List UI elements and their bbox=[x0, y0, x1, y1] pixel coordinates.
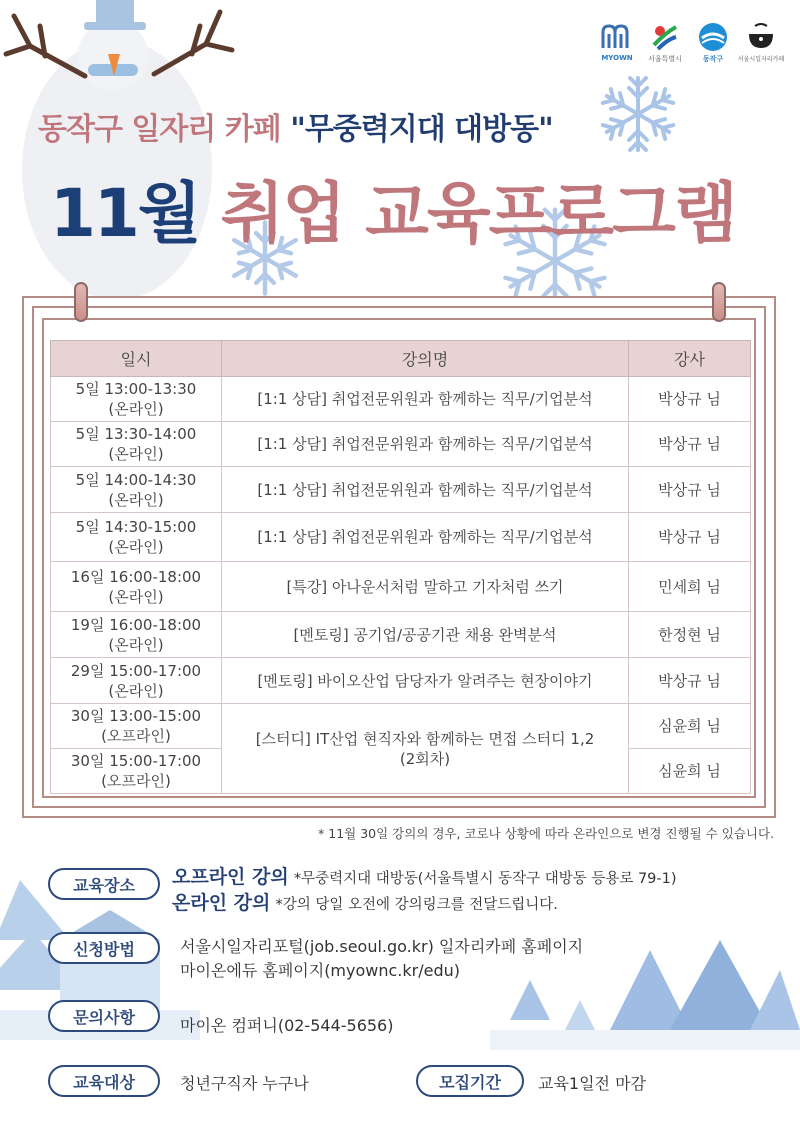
contact-label: 문의사항 bbox=[48, 1000, 160, 1032]
page-title bbox=[50, 160, 736, 255]
cell-instructor: 민세희 님 bbox=[629, 562, 751, 612]
recruit-period-label: 모집기간 bbox=[416, 1065, 524, 1097]
cell-lecture: [멘토링] 공기업/공공기관 채용 완벽분석 bbox=[222, 612, 629, 658]
cell-lecture: [1:1 상담] 취업전문위원과 함께하는 직무/기업분석 bbox=[222, 422, 629, 467]
table-row bbox=[51, 377, 751, 422]
cell-instructor: 심윤희 님 bbox=[629, 704, 751, 749]
table-row bbox=[51, 513, 751, 562]
cell-lecture: [특강] 아나운서처럼 말하고 기자처럼 쓰기 bbox=[222, 562, 629, 612]
binder-ring-left bbox=[74, 282, 88, 322]
logo-caption: 서울시일자리카페 bbox=[737, 56, 785, 63]
cell-lecture: [멘토링] 바이오산업 담당자가 알려주는 현장이야기 bbox=[222, 658, 629, 704]
cell-datetime: 5일 14:30-15:00 (온라인) bbox=[51, 513, 222, 562]
recruit-period-value: 교육1일전 마감 bbox=[538, 1074, 647, 1093]
seoul-jobcafe-logo bbox=[737, 22, 785, 63]
partner-logos bbox=[598, 22, 785, 64]
logo-caption: MYOWN bbox=[601, 54, 633, 62]
cell-lecture: [1:1 상담] 취업전문위원과 함께하는 직무/기업분석 bbox=[222, 467, 629, 513]
cell-instructor: 박상규 님 bbox=[629, 513, 751, 562]
table-row bbox=[51, 562, 751, 612]
header-lecture: 강의명 bbox=[222, 341, 629, 377]
seoul-city-logo bbox=[646, 22, 684, 64]
cell-datetime: 30일 13:00-15:00 (오프라인) bbox=[51, 704, 222, 749]
online-title: 온라인 강의 bbox=[172, 892, 271, 914]
cell-datetime: 16일 16:00-18:00 (온라인) bbox=[51, 562, 222, 612]
offline-detail: *무중력지대 대방동(서울특별시 동작구 대방동 등용로 79-1) bbox=[293, 871, 677, 887]
seoul-jobcafe-logo-icon bbox=[744, 22, 778, 52]
header-instructor: 강사 bbox=[629, 341, 751, 377]
cell-datetime: 30일 15:00-17:00 (오프라인) bbox=[51, 749, 222, 794]
binder-ring-right bbox=[712, 282, 726, 322]
table-row bbox=[51, 658, 751, 704]
logo-caption: 서울특별시 bbox=[648, 55, 682, 63]
location-label: 교육장소 bbox=[48, 868, 160, 900]
contact-value: 마이온 컴퍼니(02-544-5656) bbox=[180, 1016, 394, 1035]
target-value: 청년구직자 누구나 bbox=[180, 1074, 309, 1093]
table-header-row bbox=[51, 341, 751, 377]
myown-logo bbox=[598, 22, 636, 62]
cell-lecture: [1:1 상담] 취업전문위원과 함께하는 직무/기업분석 bbox=[222, 513, 629, 562]
apply-method-label: 신청방법 bbox=[48, 932, 160, 964]
target-label: 교육대상 bbox=[48, 1065, 160, 1097]
cell-instructor: 한정현 님 bbox=[629, 612, 751, 658]
cell-instructor: 박상규 님 bbox=[629, 467, 751, 513]
cell-lecture: [1:1 상담] 취업전문위원과 함께하는 직무/기업분석 bbox=[222, 377, 629, 422]
title-month: 11월 bbox=[50, 175, 200, 252]
logo-caption: 동작구 bbox=[702, 55, 724, 63]
offline-title: 오프라인 강의 bbox=[172, 866, 289, 888]
cell-datetime: 19일 16:00-18:00 (온라인) bbox=[51, 612, 222, 658]
table-row bbox=[51, 704, 751, 749]
dongjak-logo-icon bbox=[696, 22, 730, 52]
table-row bbox=[51, 422, 751, 467]
cell-datetime: 5일 13:00-13:30 (온라인) bbox=[51, 377, 222, 422]
notice-text: * 11월 30일 강의의 경우, 코로나 상황에 따라 온라인으로 변경 진행될 수 있습니다. bbox=[318, 826, 774, 841]
seoul-city-logo-icon bbox=[648, 22, 682, 52]
cell-datetime: 5일 14:00-14:30 (온라인) bbox=[51, 467, 222, 513]
apply-line-1: 서울시일자리포털(job.seoul.go.kr) 일자리카페 홈페이지 bbox=[180, 937, 584, 956]
cell-datetime: 29일 15:00-17:00 (온라인) bbox=[51, 658, 222, 704]
cell-instructor: 박상규 님 bbox=[629, 377, 751, 422]
cell-instructor: 심윤희 님 bbox=[629, 749, 751, 794]
cell-instructor: 박상규 님 bbox=[629, 658, 751, 704]
online-info bbox=[172, 888, 558, 915]
cell-instructor: 박상규 님 bbox=[629, 422, 751, 467]
subtitle-cafe-name: 동작구 일자리 카페 bbox=[38, 112, 281, 147]
myown-logo-icon bbox=[600, 22, 634, 52]
table-row bbox=[51, 612, 751, 658]
cell-lecture: [스터디] IT산업 현직자와 함께하는 면접 스터디 1,2 (2회차) bbox=[222, 704, 629, 794]
page-subtitle bbox=[38, 104, 553, 148]
title-program: 취업 교육프로그램 bbox=[220, 175, 736, 252]
online-detail: *강의 당일 오전에 강의링크를 전달드립니다. bbox=[275, 897, 558, 913]
subtitle-venue-name: "무중력지대 대방동" bbox=[290, 112, 553, 147]
offline-info bbox=[172, 862, 677, 889]
header-datetime: 일시 bbox=[51, 341, 222, 377]
schedule-table bbox=[50, 340, 751, 794]
apply-line-2: 마이온에듀 홈페이지(myownc.kr/edu) bbox=[180, 961, 461, 980]
dongjak-logo bbox=[694, 22, 732, 64]
cell-datetime: 5일 13:30-14:00 (온라인) bbox=[51, 422, 222, 467]
table-row bbox=[51, 467, 751, 513]
snowflake-icon bbox=[598, 74, 678, 154]
